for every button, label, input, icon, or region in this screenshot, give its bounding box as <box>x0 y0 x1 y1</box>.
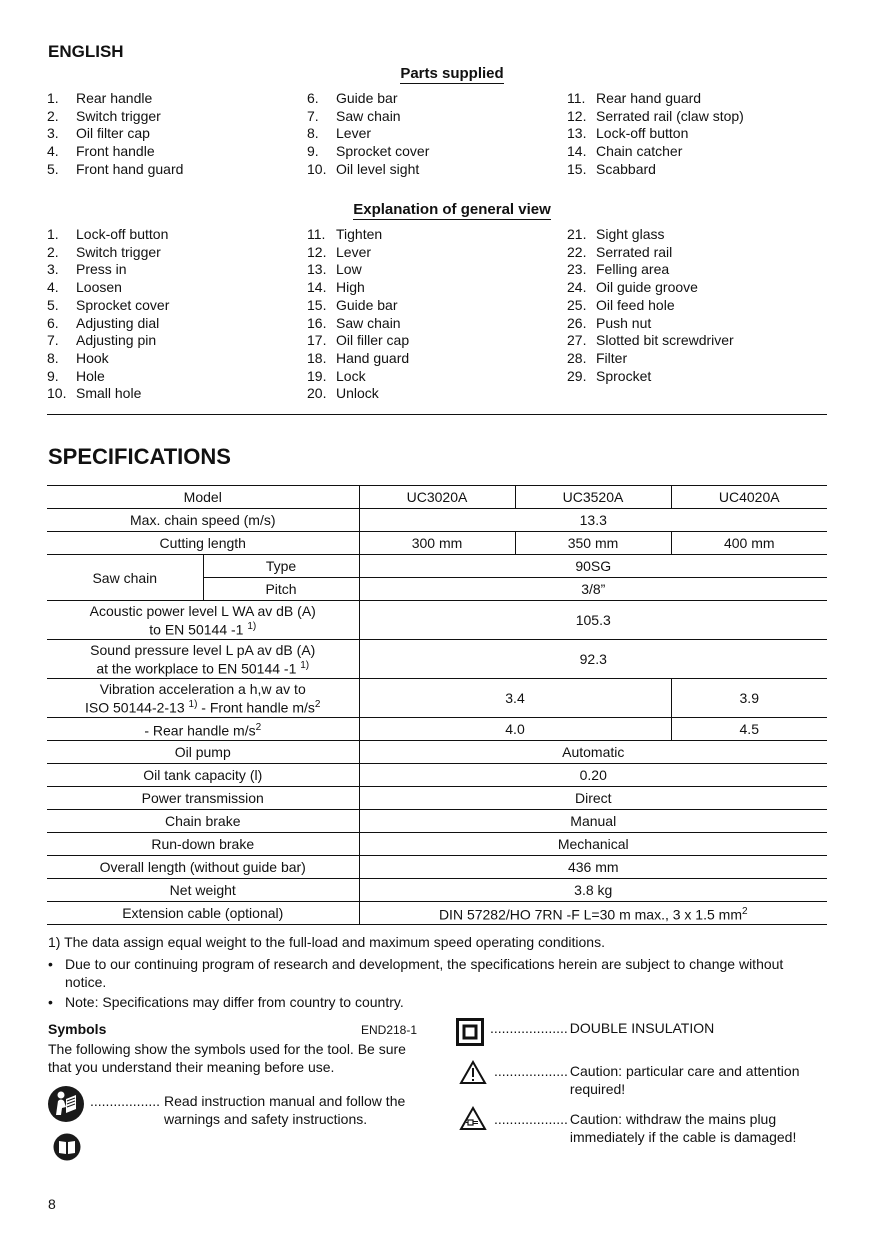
list-item: 9. Sprocket cover <box>307 143 430 160</box>
list-item: 1. Rear handle <box>47 90 153 106</box>
spec-label: Extension cable (optional) <box>47 902 359 925</box>
read-manual-icon <box>47 1085 85 1128</box>
parts-supplied-column-2 <box>307 90 557 179</box>
general-view-title: Explanation of general view <box>353 201 551 218</box>
table-row <box>47 787 827 810</box>
list-item: 8. Hook <box>47 349 109 366</box>
general-view-column-2 <box>307 226 557 403</box>
spec-sublabel: Pitch <box>203 578 359 601</box>
spec-value: 3/8” <box>359 578 827 601</box>
spec-value: Direct <box>359 787 827 810</box>
list-item: 4. Front handle <box>47 143 155 160</box>
list-item: 13. Low <box>307 261 362 278</box>
spec-value: 3.9 <box>671 679 827 718</box>
general-view-column-3 <box>567 226 827 385</box>
list-item: 18. Hand guard <box>307 349 410 366</box>
list-item: 21. Sight glass <box>567 226 665 242</box>
parts-supplied-column-3 <box>567 90 827 179</box>
list-item: 25. Oil feed hole <box>567 296 675 313</box>
list-item: 2. Switch trigger <box>47 107 161 124</box>
caution-triangle-icon <box>459 1060 487 1090</box>
symbol-caution-row: ................... Caution: particular care and attention required! <box>494 1063 800 1097</box>
list-item: 19. Lock <box>307 367 366 384</box>
model-cell: UC4020A <box>671 486 827 509</box>
spec-value: Mechanical <box>359 833 827 856</box>
list-item: 6. Guide bar <box>307 90 398 106</box>
spec-value: Manual <box>359 810 827 833</box>
model-cell: UC3020A <box>359 486 515 509</box>
spec-label: Saw chain <box>47 555 203 601</box>
spec-value: 0.20 <box>359 764 827 787</box>
list-item: 5. Sprocket cover <box>47 296 170 313</box>
spec-label: Overall length (without guide bar) <box>47 856 359 879</box>
symbol-withdraw-plug-row: ................... Caution: withdraw the mains plug immediately if the cable is damaged! <box>494 1111 797 1145</box>
double-insulation-icon <box>456 1018 484 1051</box>
parts-supplied-title: Parts supplied <box>400 65 504 82</box>
list-item: 15. Guide bar <box>307 296 398 313</box>
list-item: 11. Tighten <box>307 226 383 242</box>
spec-label: Run-down brake <box>47 833 359 856</box>
list-item: 9. Hole <box>47 367 105 384</box>
list-item: 17. Oil filler cap <box>307 332 410 349</box>
note-bullet: • Note: Specifications may differ from country to country. <box>48 994 404 1010</box>
list-item: 14. Chain catcher <box>567 143 683 160</box>
table-row <box>47 555 827 578</box>
spec-label: Chain brake <box>47 810 359 833</box>
parts-supplied-column-1 <box>47 90 297 179</box>
spec-label: Sound pressure level L pA av dB (A) at the workplace to EN 50144 -1 $^{1)}$ <box>47 640 359 679</box>
language-heading: ENGLISH <box>48 42 124 61</box>
table-row <box>47 856 827 879</box>
list-item: 22. Serrated rail <box>567 243 673 260</box>
symbols-code: END218-1 <box>361 1023 418 1037</box>
list-item: 3. Oil filter cap <box>47 125 150 142</box>
list-item: 26. Push nut <box>567 314 652 331</box>
symbols-title: Symbols <box>48 1021 107 1037</box>
list-item: 10. Small hole <box>47 385 142 402</box>
spec-value: 300 mm <box>359 532 515 555</box>
list-item: 7. Adjusting pin <box>47 332 157 349</box>
table-row <box>47 509 827 532</box>
withdraw-plug-icon <box>459 1106 487 1136</box>
spec-label: Net weight <box>47 879 359 902</box>
table-row <box>47 833 827 856</box>
spec-label: Power transmission <box>47 787 359 810</box>
table-row <box>47 764 827 787</box>
note-bullet: • Due to our continuing program of research and development, the specifications herein are subject to change without notice. <box>48 956 784 990</box>
spec-value: 350 mm <box>515 532 671 555</box>
book-icon <box>53 1133 81 1166</box>
table-row <box>47 679 827 718</box>
spec-value: 90SG <box>359 555 827 578</box>
list-item: 28. Filter <box>567 349 628 366</box>
list-item: 11. Rear hand guard <box>567 90 702 106</box>
spec-label: Oil pump <box>47 741 359 764</box>
spec-value: 105.3 <box>359 601 827 640</box>
list-item: 27. Slotted bit screwdriver <box>567 332 734 349</box>
list-item: 2. Switch trigger <box>47 243 161 260</box>
list-item: 5. Front hand guard <box>47 160 184 177</box>
spec-label: Max. chain speed (m/s) <box>47 509 359 532</box>
spec-sublabel: Type <box>203 555 359 578</box>
list-item: 8. Lever <box>307 125 372 142</box>
general-view-column-1 <box>47 226 297 403</box>
list-item: 4. Loosen <box>47 279 122 296</box>
section-divider <box>47 414 827 415</box>
spec-label: Cutting length <box>47 532 359 555</box>
spec-value: 3.4 <box>359 679 671 718</box>
table-row <box>47 879 827 902</box>
list-item: 16. Saw chain <box>307 314 401 331</box>
list-item: 1. Lock-off button <box>47 226 169 242</box>
list-item: 7. Saw chain <box>307 107 401 124</box>
table-row <box>47 532 827 555</box>
list-item: 3. Press in <box>47 261 127 278</box>
spec-value: 92.3 <box>359 640 827 679</box>
table-row <box>47 741 827 764</box>
specifications-table <box>47 485 827 925</box>
spec-label: Oil tank capacity (l) <box>47 764 359 787</box>
spec-value: 13.3 <box>359 509 827 532</box>
symbol-read-manual-row: .................. Read instruction manual and follow the warnings and safety instructions. <box>90 1093 406 1127</box>
table-row <box>47 601 827 640</box>
spec-label: - Rear handle $m/s^2$ <box>47 718 359 741</box>
list-item: 6. Adjusting dial <box>47 314 160 331</box>
table-row <box>47 902 827 925</box>
spec-label: Vibration acceleration a h,w av to ISO 50144-2-13 $^{1)}$ - Front handle $m/s^2$ <box>47 679 359 718</box>
spec-value: 4.0 <box>359 718 671 741</box>
list-item: 23. Felling area <box>567 261 670 278</box>
table-row <box>47 640 827 679</box>
spec-value: 400 mm <box>671 532 827 555</box>
spec-value: 436 mm <box>359 856 827 879</box>
list-item: 29. Sprocket <box>567 367 652 384</box>
model-cell: UC3520A <box>515 486 671 509</box>
list-item: 24. Oil guide groove <box>567 279 698 296</box>
list-item: 15. Scabbard <box>567 160 656 177</box>
model-label: Model <box>47 486 359 509</box>
list-item: 12. Lever <box>307 243 372 260</box>
table-row <box>47 810 827 833</box>
spec-value: 4.5 <box>671 718 827 741</box>
symbol-double-insulation-row: .................... DOUBLE INSULATION <box>490 1020 715 1036</box>
spec-label: Acoustic power level L WA av dB (A) to EN 50144 -1 $^{1)}$ <box>47 601 359 640</box>
spec-value: 3.8 kg <box>359 879 827 902</box>
list-item: 12. Serrated rail (claw stop) <box>567 107 744 124</box>
list-item: 20. Unlock <box>307 385 379 402</box>
footnote: 1) The data assign equal weight to the full-load and maximum speed operating conditions. <box>48 934 605 950</box>
symbols-description: The following show the symbols used for the tool. Be sure that you understand their meaning before use. <box>48 1041 406 1075</box>
spec-value: Automatic <box>359 741 827 764</box>
page-number: 8 <box>48 1196 56 1212</box>
table-row <box>47 486 827 509</box>
list-item: 13. Lock-off button <box>567 125 689 142</box>
table-row <box>47 718 827 741</box>
specifications-title: SPECIFICATIONS <box>48 444 231 469</box>
spec-value: DIN 57282/HO 7RN -F L=30 m max., 3 x 1.5 $mm^2$ <box>359 902 827 925</box>
list-item: 10. Oil level sight <box>307 160 420 177</box>
list-item: 14. High <box>307 279 365 296</box>
